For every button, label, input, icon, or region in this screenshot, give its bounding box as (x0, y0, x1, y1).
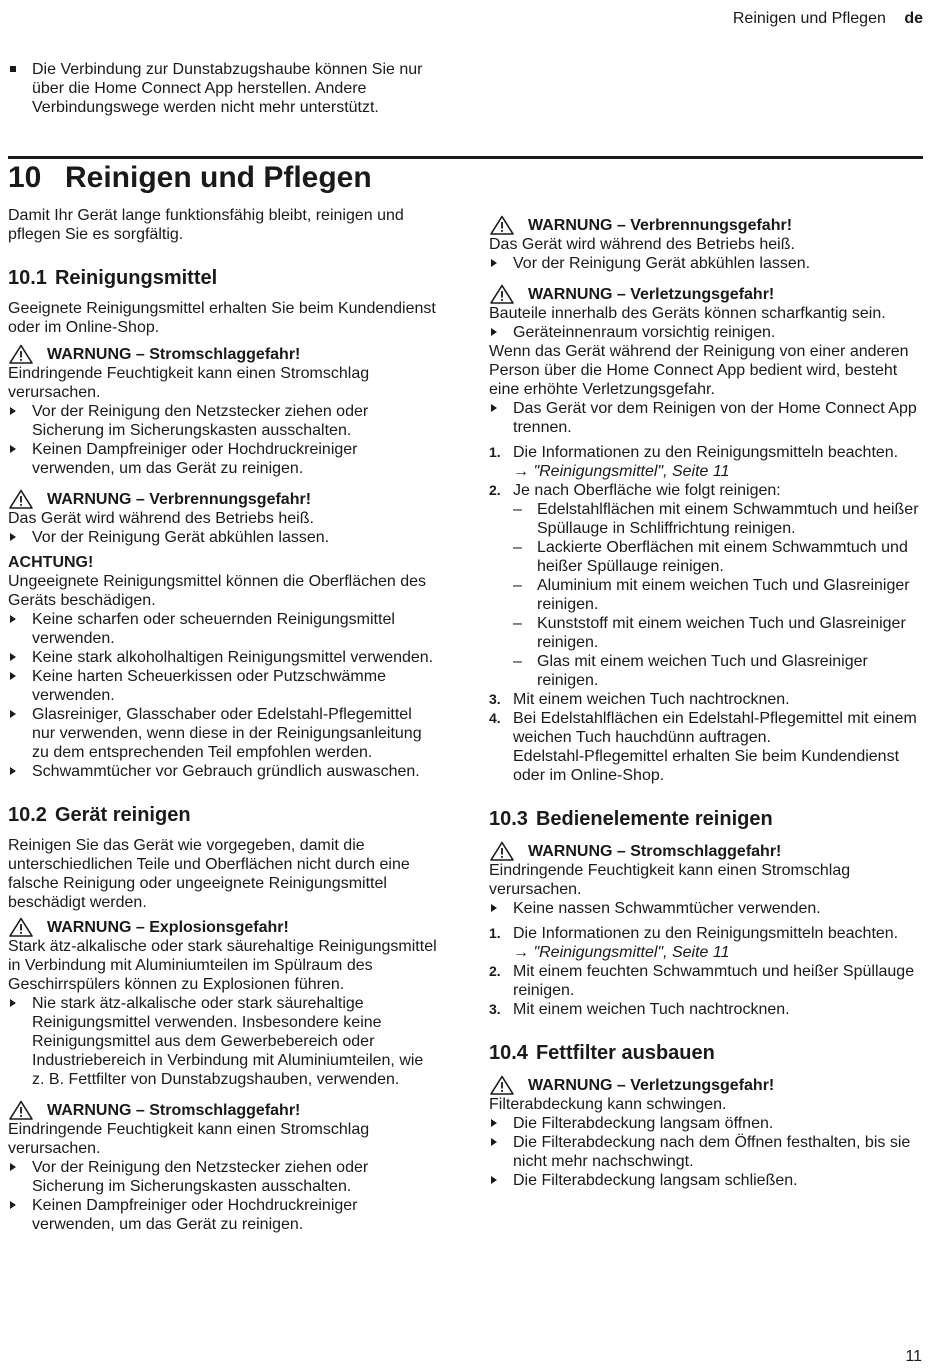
top-note-text: Die Verbindung zur Dunstabzugshaube können Sie nur über die Home Connect App herstellen. Andere Verbindungswege werden nicht mehr unterstützt. (32, 61, 423, 116)
warning-text: Das Gerät wird während des Betriebs heiß. (489, 236, 795, 253)
cross-reference: → "Reinigungsmittel", Seite 11 (513, 944, 730, 961)
page-number: 11 (905, 1348, 922, 1365)
warning-triangle-icon (490, 284, 514, 304)
chapter-title: 10 Reinigen und Pflegen (8, 161, 372, 194)
warning-title: WARNUNG – Verbrennungsgefahr! (8, 490, 438, 509)
right-column (489, 216, 919, 1190)
dash-item: – Lackierte Oberflächen mit einem Schwammtuch und heißer Spüllauge reinigen. (489, 538, 919, 576)
list-item: Geräteinnenraum vorsichtig reinigen. (489, 323, 919, 342)
warning-text: Stark ätz-alkalische oder stark säurehaltige Reinigungsmittel in Verbindung mit Aluminiumteilen im Spülraum des Geschirrspülers können zu Explosionen führen. (8, 938, 437, 993)
warning-triangle-icon (9, 1100, 33, 1120)
list-item: Vor der Reinigung den Netzstecker ziehen oder Sicherung im Sicherungskasten ausschalten. (8, 1158, 438, 1196)
warning-triangle-icon (9, 489, 33, 509)
list-item: Keinen Dampfreiniger oder Hochdruckreiniger verwenden, um das Gerät zu reinigen. (8, 440, 438, 478)
warning-text: Filterabdeckung kann schwingen. (489, 1096, 727, 1113)
header-section: Reinigen und Pflegen (732, 10, 886, 27)
warning-title: WARNUNG – Explosionsgefahr! (8, 918, 438, 937)
list-item: Die Filterabdeckung nach dem Öffnen festhalten, bis sie nicht mehr nachschwingt. (489, 1133, 919, 1171)
dash-item: – Glas mit einem weichen Tuch und Glasreiniger reinigen. (489, 652, 919, 690)
warning-text: Eindringende Feuchtigkeit kann einen Stromschlag verursachen. (8, 1121, 370, 1157)
list-item: Keine harten Scheuerkissen oder Putzschwämme verwenden. (8, 667, 438, 705)
section-10-1-heading: 10.1 Reinigungsmittel (8, 267, 218, 289)
cross-reference: → "Reinigungsmittel", Seite 11 (513, 463, 730, 480)
list-item: Keinen Dampfreiniger oder Hochdruckreiniger verwenden, um das Gerät zu reinigen. (8, 1196, 438, 1234)
warning-text: Das Gerät wird während des Betriebs heiß. (8, 510, 314, 527)
warning-text: Eindringende Feuchtigkeit kann einen Stromschlag verursachen. (489, 862, 851, 898)
list-item: Schwammtücher vor Gebrauch gründlich auswaschen. (8, 762, 438, 781)
list-item: Vor der Reinigung Gerät abkühlen lassen. (8, 528, 438, 547)
square-bullet-icon (10, 66, 16, 72)
step-item: 2. Je nach Oberfläche wie folgt reinigen: (489, 482, 781, 499)
warning-triangle-icon (9, 344, 33, 364)
list-item: Glasreiniger, Glasschaber oder Edelstahl-Pflegemittel nur verwenden, wenn diese in der Reinigungsanleitung zu dem entsprechenden Teil empfohlen werden. (8, 705, 438, 762)
section-10-2-heading: 10.2 Gerät reinigen (8, 804, 191, 826)
step-item: 3. Mit einem weichen Tuch nachtrocknen. (489, 691, 790, 708)
running-header (733, 10, 923, 28)
list-item: Vor der Reinigung Gerät abkühlen lassen. (489, 254, 919, 273)
section-10-4-heading: 10.4 Fettfilter ausbauen (489, 1042, 715, 1064)
list-item: Keine scharfen oder scheuernden Reinigungsmittel verwenden. (8, 610, 438, 648)
dash-item: – Aluminium mit einem weichen Tuch und Glasreiniger reinigen. (489, 576, 919, 614)
warning-title: WARNUNG – Verletzungsgefahr! (489, 285, 919, 304)
caution-text: Ungeeignete Reinigungsmittel können die Oberflächen des Geräts beschädigen. (8, 573, 427, 609)
warning-text: Bauteile innerhalb des Geräts können scharfkantig sein. (489, 305, 886, 322)
chapter-intro: Damit Ihr Gerät lange funktionsfähig bleibt, reinigen und pflegen Sie es sorgfältig. (8, 207, 404, 243)
warning-triangle-icon (490, 841, 514, 861)
top-note (8, 60, 438, 117)
header-language: de (904, 10, 923, 27)
warning-triangle-icon (490, 1075, 514, 1095)
list-item: Keine nassen Schwammtücher verwenden. (489, 899, 919, 918)
warning-title: WARNUNG – Verletzungsgefahr! (489, 1076, 919, 1095)
list-item: Keine stark alkoholhaltigen Reinigungsmittel verwenden. (8, 648, 438, 667)
list-item: Die Filterabdeckung langsam schließen. (489, 1171, 919, 1190)
dash-item: – Kunststoff mit einem weichen Tuch und Glasreiniger reinigen. (489, 614, 919, 652)
warning-title: WARNUNG – Stromschlaggefahr! (489, 842, 919, 861)
section-10-3-heading: 10.3 Bedienelemente reinigen (489, 808, 773, 830)
warning-title: WARNUNG – Verbrennungsgefahr! (489, 216, 919, 235)
left-column (8, 206, 438, 1234)
list-item: Die Filterabdeckung langsam öffnen. (489, 1114, 919, 1133)
step-item: 1. Die Informationen zu den Reinigungsmitteln beachten. (489, 444, 899, 461)
dash-item: – Edelstahlflächen mit einem Schwammtuch und heißer Spüllauge in Schliffrichtung reinigen. (489, 500, 919, 538)
warning-text: Wenn das Gerät während der Reinigung von einer anderen Person über die Home Connect App bedient wird, besteht eine erhöhte Verletzungsgefahr. (489, 343, 909, 398)
caution-title: ACHTUNG! (8, 554, 94, 571)
list-item: Das Gerät vor dem Reinigen von der Home Connect App trennen. (489, 399, 919, 437)
warning-triangle-icon (490, 215, 514, 235)
warning-triangle-icon (9, 917, 33, 937)
list-item: Vor der Reinigung den Netzstecker ziehen oder Sicherung im Sicherungskasten ausschalten. (8, 402, 438, 440)
warning-title: WARNUNG – Stromschlaggefahr! (8, 1101, 438, 1120)
warning-title: WARNUNG – Stromschlaggefahr! (8, 345, 438, 364)
section-10-2-intro: Reinigen Sie das Gerät wie vorgegeben, damit die unterschiedlichen Teile und Oberflächen nicht durch eine falsche Reinigung oder ungeeignete Reinigungsmittel beschädigt werden. (8, 837, 410, 911)
step-note: Edelstahl-Pflegemittel erhalten Sie beim Kundendienst oder im Online-Shop. (513, 748, 900, 784)
step-item: 4. Bei Edelstahlflächen ein Edelstahl-Pflegemittel mit einem weichen Tuch hauchdünn auftragen. (489, 710, 917, 746)
list-item: Nie stark ätz-alkalische oder stark säurehaltige Reinigungsmittel verwenden. Insbesondere keine Reinigungsmittel aus dem Gewerbebereich oder Industriebereich in Verbindung mit Aluminiumteilen, wie z. B. Fettfilter von Dunstabzugshauben, verwenden. (8, 994, 438, 1089)
step-item: 1. Die Informationen zu den Reinigungsmitteln beachten. (489, 925, 899, 942)
section-10-1-intro: Geeignete Reinigungsmittel erhalten Sie beim Kundendienst oder im Online-Shop. (8, 300, 436, 336)
step-item: 2. Mit einem feuchten Schwammtuch und heißer Spüllauge reinigen. (489, 963, 915, 999)
step-item: 3. Mit einem weichen Tuch nachtrocknen. (489, 1001, 790, 1018)
warning-text: Eindringende Feuchtigkeit kann einen Stromschlag verursachen. (8, 365, 370, 401)
